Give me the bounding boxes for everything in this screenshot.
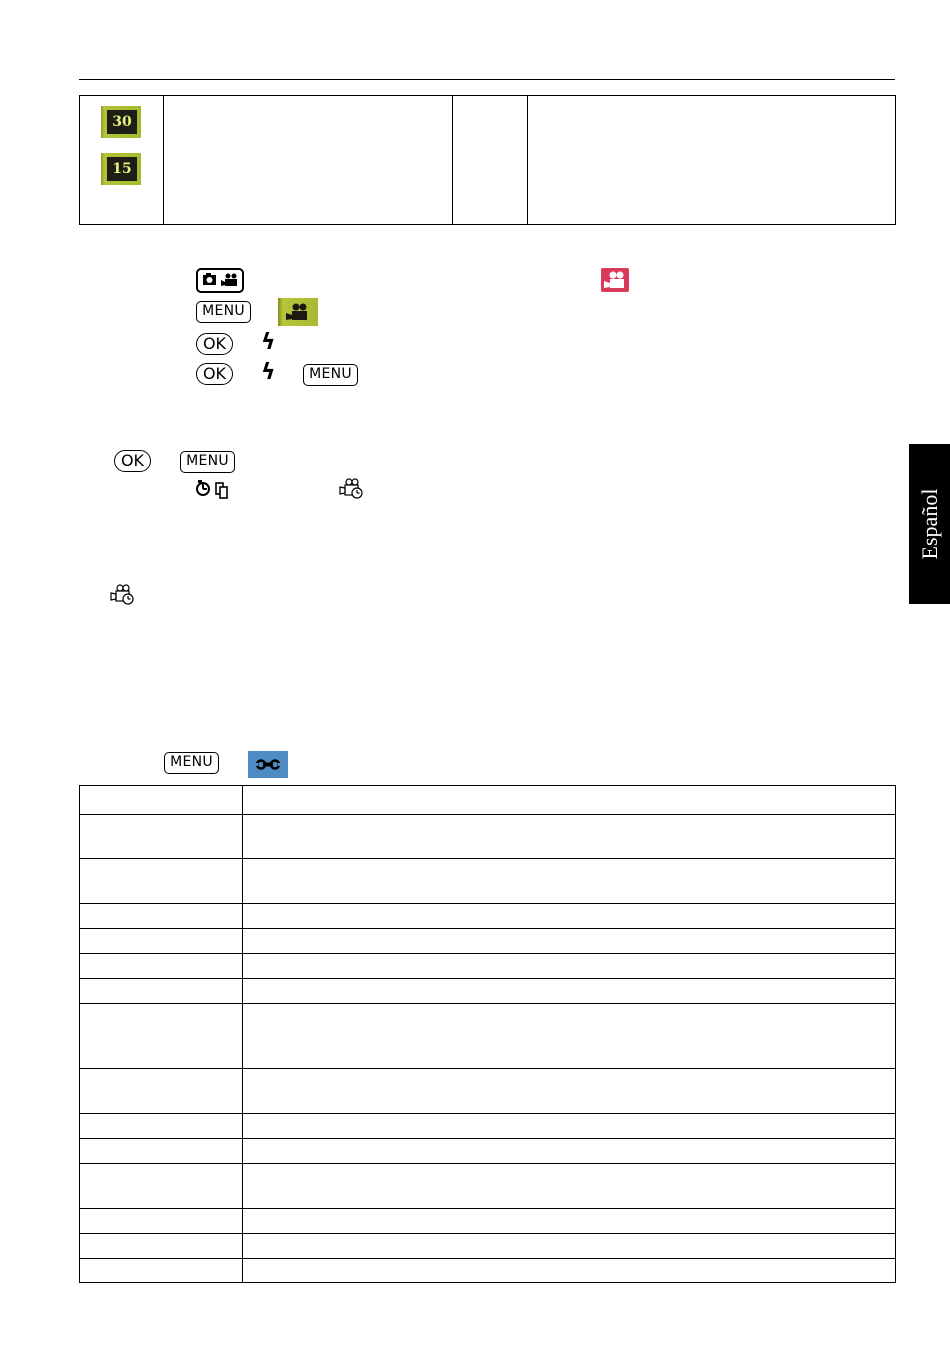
framerate-30-label: 30	[107, 110, 137, 134]
video-self-timer-icon	[339, 477, 367, 501]
menu-button-icon: MENU	[303, 364, 358, 386]
table-column-divider	[163, 96, 164, 224]
table-row-divider	[80, 953, 895, 954]
menu-button-icon: MENU	[180, 451, 235, 473]
menu-button-icon: MENU	[164, 752, 219, 774]
table-column-divider	[452, 96, 453, 224]
camera-video-mode-icon	[196, 268, 244, 293]
table-row-divider	[80, 814, 895, 815]
menu-button-icon: MENU	[196, 301, 251, 323]
setup-wrench-icon	[248, 751, 288, 778]
ok-button-icon: OK	[196, 333, 233, 355]
table-row-divider	[80, 1003, 895, 1004]
video-camera-icon	[601, 268, 629, 292]
table-row-divider	[80, 903, 895, 904]
ok-button-icon: OK	[196, 363, 233, 385]
flash-icon: ϟ	[261, 360, 276, 385]
frame-rate-table	[79, 95, 896, 225]
table-column-divider	[527, 96, 528, 224]
table-row-divider	[80, 1113, 895, 1114]
self-timer-burst-icon	[194, 478, 234, 500]
language-side-tab	[909, 444, 950, 604]
framerate-30-icon	[101, 106, 141, 138]
framerate-15-label: 15	[107, 157, 137, 181]
language-side-tab-label: Español	[916, 488, 942, 560]
table-row-divider	[80, 928, 895, 929]
table-row-divider	[80, 1258, 895, 1259]
framerate-15-icon	[101, 153, 141, 185]
table-row-divider	[80, 1138, 895, 1139]
table-row-divider	[80, 978, 895, 979]
settings-table	[79, 785, 896, 1283]
table-row-divider	[80, 1233, 895, 1234]
video-self-timer-icon	[110, 583, 138, 607]
table-row-divider	[80, 1163, 895, 1164]
table-row-divider	[80, 858, 895, 859]
ok-button-icon: OK	[114, 450, 151, 472]
table-row-divider	[80, 1068, 895, 1069]
flash-icon: ϟ	[261, 330, 276, 355]
header-rule	[79, 79, 895, 80]
video-menu-icon	[278, 298, 318, 326]
table-row-divider	[80, 1208, 895, 1209]
